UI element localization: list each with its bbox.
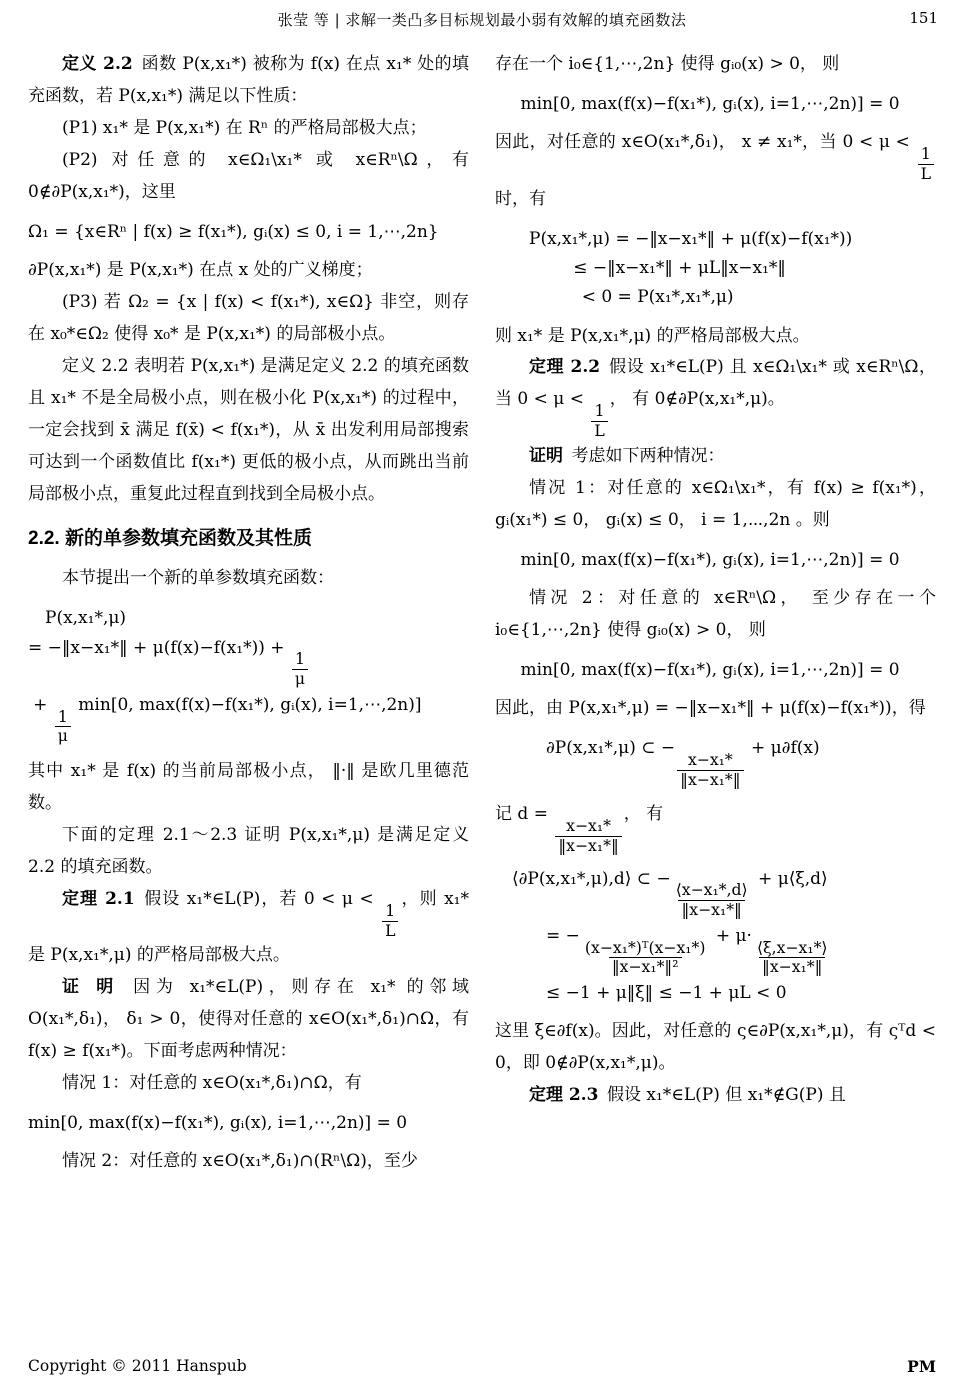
equation (495, 866, 936, 1007)
paragraph: 下面的定理 2.1～2.3 证明 P(x,x₁*,μ) 是满足定义 2.2 的填充函数。 (28, 825, 469, 878)
paragraph: 记 d = $\frac{\text{x−x₁*}}{\text{‖x−x₁*‖}}$ ， 有 (495, 804, 664, 855)
equation-line: P(x,x₁*,μ) (45, 608, 127, 629)
fraction: $\frac{1}{L}$ (382, 902, 398, 941)
paragraph: 则 x₁* 是 P(x,x₁*,μ) 的严格局部极大点。 (495, 325, 810, 346)
equation-line: ≤ −‖x−x₁*‖ + μL‖x−x₁*‖ (573, 257, 786, 278)
page-footer (28, 1357, 936, 1376)
fraction: $\frac{1}{\mu}$ (55, 708, 71, 747)
equation-line: = − $\frac{\text{(x−x₁*)ᵀ(x−x₁*)}}{\text{‖x−x₁*‖²}}$ + μ· $\frac{\text{⟨ξ,x−x₁*⟩}}{\text{‖x−x₁*‖}}$ (546, 923, 936, 977)
paragraph: 因此，对任意的 x∈O(x₁*,δ₁)， x ≠ x₁*，当 0 < μ < $\frac{1}{L}$ 时，有 (495, 127, 936, 215)
equation (495, 735, 936, 789)
running-title: 张莹 等 | 求解一类凸多目标规划最小弱有效解的填充函数法 (277, 11, 687, 29)
section-heading: 2.2. 新的单参数填充函数及其性质 (28, 527, 312, 549)
paragraph: 本节提出一个新的单参数填充函数： (62, 568, 334, 589)
fraction: $\frac{\text{⟨x−x₁*,d⟩}}{\text{‖x−x₁*‖}}$ (675, 880, 748, 920)
paragraph: 存在一个 i₀∈{1,⋯,2n} 使得 gᵢ₀(x) > 0， 则 (495, 54, 840, 74)
equation-line: min[0, max(f(x)−f(x₁*), gᵢ(x), i=1,⋯,2n)] = 0 (520, 93, 900, 114)
equation-line: Ω₁ = {x∈Rⁿ | f(x) ≥ f(x₁*), gᵢ(x) ≤ 0, i = 1,⋯,2n} (28, 221, 439, 242)
equation-line: ≤ −1 + μ‖ξ‖ ≤ −1 + μL < 0 (546, 983, 787, 1004)
equation-line: P(x,x₁*,μ) = −‖x−x₁*‖ + μ(f(x)−f(x₁*)) (529, 228, 853, 249)
equation (495, 657, 936, 683)
paragraph: 情况 1：对任意的 x∈Ω₁\x₁*，有 f(x) ≥ f(x₁*)， gᵢ(x₁*) ≤ 0， gᵢ(x) ≤ 0， i = 1,⋯,2n 。则 (495, 477, 936, 530)
equation-line: ∂P(x,x₁*,μ) ⊂ − $\frac{\text{x−x₁*}}{\text{‖x−x₁*‖}}$ + μ∂f(x) (546, 738, 820, 789)
equation (28, 605, 469, 746)
equation (495, 226, 936, 311)
equation-line: < 0 = P(x₁*,x₁*,μ) (581, 287, 734, 308)
two-column-body (0, 35, 964, 1178)
page-header (0, 0, 964, 35)
equation-line: + $\frac{1}{\mu}$ min[0, max(f(x)−f(x₁*), gᵢ(x), i=1,⋯,2n)] (33, 694, 422, 746)
equation (495, 547, 936, 573)
paragraph-lead: 定理 2.1 (62, 889, 144, 910)
paragraph: 定义 2.2 函数 P(x,x₁*) 被称为 f(x) 在点 x₁* 处的填充函数，若 P(x,x₁*) 满足以下性质： (28, 54, 469, 106)
paragraph: 证 明 因为 x₁*∈L(P)，则存在 x₁* 的邻域 O(x₁*,δ₁)， δ₁ > 0，使得对任意的 x∈O(x₁*,δ₁)∩Ω，有 f(x) ≥ f(x₁*)。下面考虑两种情况： (28, 977, 470, 1062)
fraction: $\frac{\text{x−x₁*}}{\text{‖x−x₁*‖}}$ (555, 817, 621, 856)
fraction: $\frac{\text{x−x₁*}}{\text{‖x−x₁*‖}}$ (677, 751, 743, 790)
paragraph: 情况 1：对任意的 x∈O(x₁*,δ₁)∩Ω，有 (62, 1073, 362, 1094)
paragraph: 定理 2.3 假设 x₁*∈L(P) 但 x₁*∉G(P) 且 (529, 1085, 846, 1106)
paragraph: 定义 2.2 表明若 P(x,x₁*) 是满足定义 2.2 的填充函数且 x₁* 不是全局极小点，则在极小化 P(x,x₁*) 的过程中，一定会找到 x̄ 满足 f(x̄) < f(x₁*)，从 x̄ 出发利用局部搜索可达到一个函数值比 f(x₁*) 更低的极小点，从而跳出当前局部极小点，重复此过程直到找到全局极小点。 (28, 355, 469, 504)
paragraph: 情况 2：对任意的 x∈Rⁿ\Ω， 至少存在一个 i₀∈{1,⋯,2n} 使得 gᵢ₀(x) > 0， 则 (495, 587, 936, 640)
paragraph-lead: 定理 2.3 (529, 1085, 607, 1106)
equation-line: min[0, max(f(x)−f(x₁*), gᵢ(x), i=1,⋯,2n)] = 0 (28, 1113, 408, 1134)
paragraph: (P1) x₁* 是 P(x,x₁*) 在 Rⁿ 的严格局部极大点； (62, 117, 427, 138)
equation-line: ⟨∂P(x,x₁*,μ),d⟩ ⊂ − $\frac{\text{⟨x−x₁*,d⟩}}{\text{‖x−x₁*‖}}$ + μ⟨ξ,d⟩ (512, 868, 828, 920)
fraction: $\frac{1}{\mu}$ (292, 650, 308, 689)
fraction: $\frac{\text{(x−x₁*)ᵀ(x−x₁*)}}{\text{‖x−x₁*‖²}}$ (584, 937, 706, 977)
paragraph: (P3) 若 Ω₂ = {x | f(x) < f(x₁*), x∈Ω} 非空，则存在 x₀*∈Ω₂ 使得 x₀* 是 P(x,x₁*) 的局部极小点。 (28, 292, 469, 345)
copyright-text: Copyright © 2011 Hanspub (28, 1357, 247, 1375)
equation (28, 1110, 469, 1136)
paragraph: ∂P(x,x₁*) 是 P(x,x₁*) 在点 x 处的广义梯度； (28, 260, 373, 281)
equation-line: = −‖x−x₁*‖ + μ(f(x)−f(x₁*)) + $\frac{1}{\mu}$ (28, 635, 469, 689)
paragraph: 情况 2：对任意的 x∈O(x₁*,δ₁)∩(Rⁿ\Ω)，至少 (62, 1151, 418, 1172)
fraction: $\frac{\text{⟨ξ,x−x₁*⟩}}{\text{‖x−x₁*‖}}$ (756, 937, 828, 977)
paragraph: 这里 ξ∈∂f(x)。因此，对任意的 ς∈∂P(x,x₁*,μ)，有 ςᵀd < 0，即 0∉∂P(x,x₁*,μ)。 (495, 1021, 936, 1074)
paragraph: (P2) 对任意的 x∈Ω₁\x₁* 或 x∈Rⁿ\Ω，有 0∉∂P(x,x₁*)，这里 (28, 149, 469, 202)
page-number: 151 (909, 9, 938, 27)
fraction: $\frac{1}{L}$ (918, 145, 934, 184)
equation (495, 91, 936, 117)
journal-code: PM (907, 1357, 936, 1376)
equation-line: min[0, max(f(x)−f(x₁*), gᵢ(x), i=1,⋯,2n)] = 0 (520, 659, 900, 680)
paragraph: 证明 考虑如下两种情况： (529, 445, 725, 466)
paragraph-lead: 证明 (529, 445, 572, 466)
equation-line: min[0, max(f(x)−f(x₁*), gᵢ(x), i=1,⋯,2n)] = 0 (520, 549, 900, 570)
right-column (495, 49, 936, 1178)
equation (28, 219, 469, 245)
fraction: $\frac{1}{L}$ (591, 402, 607, 441)
paragraph: 因此，由 P(x,x₁*,μ) = −‖x−x₁*‖ + μ(f(x)−f(x₁*))，得 (495, 698, 926, 719)
paragraph-lead: 证 明 (62, 977, 128, 998)
paragraph-lead: 定理 2.2 (529, 357, 609, 378)
paragraph: 定理 2.1 假设 x₁*∈L(P)，若 0 < μ < $\frac{1}{L}$ ，则 x₁* 是 P(x,x₁*,μ) 的严格局部极大点。 (28, 889, 469, 966)
paragraph-lead: 定义 2.2 (62, 54, 142, 74)
left-column (28, 49, 469, 1178)
paragraph: 其中 x₁* 是 f(x) 的当前局部极小点， ‖·‖ 是欧几里德范数。 (28, 761, 469, 814)
paragraph: 定理 2.2 假设 x₁*∈L(P) 且 x∈Ω₁\x₁* 或 x∈Rⁿ\Ω， 当 0 < μ < $\frac{1}{L}$ ， 有 0∉∂P(x,x₁*,μ)。 (495, 357, 937, 440)
